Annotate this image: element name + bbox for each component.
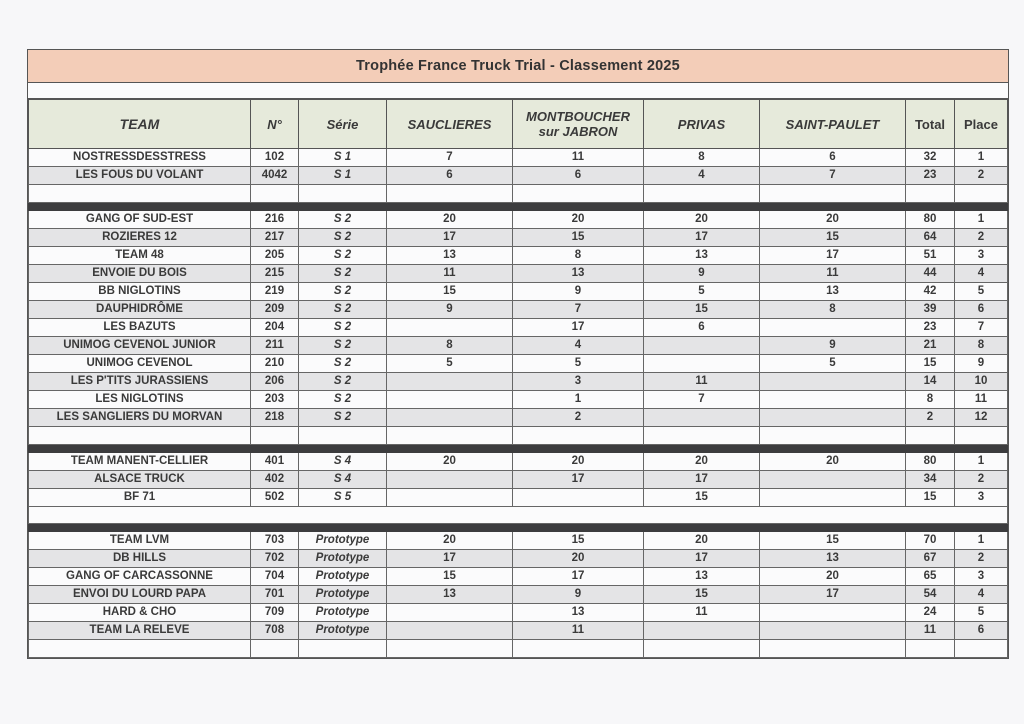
montboucher-cell: 17: [513, 471, 644, 489]
team-cell: HARD & CHO: [29, 604, 251, 622]
table-row: [29, 453, 1008, 471]
place-cell: 2: [955, 471, 1008, 489]
total-cell: 24: [906, 604, 955, 622]
group-separator-bar: [29, 203, 1008, 211]
montboucher-cell: 13: [513, 265, 644, 283]
ranking-body: [29, 149, 1008, 658]
table-row: [29, 391, 1008, 409]
header-place: Place: [955, 100, 1008, 149]
empty-row-cell: [906, 185, 955, 203]
table-row: [29, 622, 1008, 640]
privas-cell: 6: [644, 319, 760, 337]
privas-cell: [644, 337, 760, 355]
privas-cell: 15: [644, 586, 760, 604]
ranking-sheet: [27, 49, 1009, 659]
place-cell: 5: [955, 604, 1008, 622]
montboucher-cell: 17: [513, 568, 644, 586]
total-cell: 44: [906, 265, 955, 283]
sauclieres-cell: 17: [387, 550, 513, 568]
place-cell: 8: [955, 337, 1008, 355]
spacer-row-cell: [760, 507, 906, 524]
spacer-row-cell: [906, 507, 955, 524]
header-privas: PRIVAS: [644, 100, 760, 149]
serie-cell: S 1: [299, 167, 387, 185]
header-row: [29, 100, 1008, 149]
total-cell: 64: [906, 229, 955, 247]
sauclieres-cell: 20: [387, 211, 513, 229]
spacer-row-cell: [387, 507, 513, 524]
sauclieres-cell: [387, 373, 513, 391]
place-cell: 7: [955, 319, 1008, 337]
place-cell: 5: [955, 283, 1008, 301]
spacer-row-cell: [251, 507, 299, 524]
serie-cell: S 2: [299, 265, 387, 283]
table-row: [29, 247, 1008, 265]
table-row: [29, 149, 1008, 167]
group-separator-bar: [29, 524, 1008, 532]
number-cell: 701: [251, 586, 299, 604]
total-cell: 15: [906, 489, 955, 507]
saint-paulet-cell: 15: [760, 229, 906, 247]
sauclieres-cell: [387, 319, 513, 337]
group-separator: [29, 524, 1008, 532]
empty-row-cell: [760, 640, 906, 658]
place-cell: 6: [955, 301, 1008, 319]
sauclieres-cell: [387, 409, 513, 427]
team-cell: DAUPHIDRÔME: [29, 301, 251, 319]
team-cell: TEAM LVM: [29, 532, 251, 550]
place-cell: 4: [955, 586, 1008, 604]
spacer-row-cell: [29, 507, 251, 524]
place-cell: 12: [955, 409, 1008, 427]
privas-cell: 7: [644, 391, 760, 409]
place-cell: 1: [955, 149, 1008, 167]
privas-cell: [644, 622, 760, 640]
number-cell: 203: [251, 391, 299, 409]
table-row: [29, 409, 1008, 427]
montboucher-cell: 6: [513, 167, 644, 185]
team-cell: GANG OF SUD-EST: [29, 211, 251, 229]
table-row: [29, 471, 1008, 489]
saint-paulet-cell: 15: [760, 532, 906, 550]
total-cell: 8: [906, 391, 955, 409]
montboucher-cell: 9: [513, 283, 644, 301]
team-cell: ENVOI DU LOURD PAPA: [29, 586, 251, 604]
saint-paulet-cell: 17: [760, 247, 906, 265]
empty-row-cell: [513, 427, 644, 445]
montboucher-cell: 1: [513, 391, 644, 409]
montboucher-cell: 8: [513, 247, 644, 265]
saint-paulet-cell: [760, 373, 906, 391]
sauclieres-cell: 8: [387, 337, 513, 355]
table-row: [29, 283, 1008, 301]
serie-cell: S 4: [299, 453, 387, 471]
team-cell: LES BAZUTS: [29, 319, 251, 337]
place-cell: 1: [955, 532, 1008, 550]
serie-cell: S 4: [299, 471, 387, 489]
saint-paulet-cell: [760, 622, 906, 640]
empty-row-cell: [906, 640, 955, 658]
saint-paulet-cell: [760, 391, 906, 409]
table-row: [29, 265, 1008, 283]
total-cell: 14: [906, 373, 955, 391]
title-spacer: [28, 83, 1008, 99]
empty-row: [29, 640, 1008, 658]
place-cell: 4: [955, 265, 1008, 283]
empty-row-cell: [955, 640, 1008, 658]
total-cell: 2: [906, 409, 955, 427]
privas-cell: 17: [644, 471, 760, 489]
header-saint-paulet: SAINT-PAULET: [760, 100, 906, 149]
serie-cell: S 1: [299, 149, 387, 167]
group-separator-bar: [29, 445, 1008, 453]
serie-cell: S 2: [299, 373, 387, 391]
empty-row: [29, 185, 1008, 203]
saint-paulet-cell: [760, 604, 906, 622]
sauclieres-cell: 6: [387, 167, 513, 185]
total-cell: 70: [906, 532, 955, 550]
empty-row-cell: [29, 640, 251, 658]
serie-cell: S 2: [299, 247, 387, 265]
team-cell: TEAM 48: [29, 247, 251, 265]
privas-cell: 17: [644, 550, 760, 568]
sauclieres-cell: 7: [387, 149, 513, 167]
team-cell: LES FOUS DU VOLANT: [29, 167, 251, 185]
table-row: [29, 586, 1008, 604]
total-cell: 65: [906, 568, 955, 586]
montboucher-cell: 7: [513, 301, 644, 319]
total-cell: 21: [906, 337, 955, 355]
total-cell: 80: [906, 453, 955, 471]
table-row: [29, 373, 1008, 391]
team-cell: NOSTRESSDESSTRESS: [29, 149, 251, 167]
saint-paulet-cell: 20: [760, 453, 906, 471]
place-cell: 2: [955, 167, 1008, 185]
number-cell: 708: [251, 622, 299, 640]
saint-paulet-cell: 20: [760, 568, 906, 586]
header-number: N°: [251, 100, 299, 149]
saint-paulet-cell: 8: [760, 301, 906, 319]
place-cell: 6: [955, 622, 1008, 640]
montboucher-cell: 20: [513, 550, 644, 568]
empty-row-cell: [387, 185, 513, 203]
serie-cell: Prototype: [299, 550, 387, 568]
saint-paulet-cell: 13: [760, 283, 906, 301]
privas-cell: 17: [644, 229, 760, 247]
number-cell: 206: [251, 373, 299, 391]
header-montboucher-line1: MONTBOUCHER: [526, 109, 630, 124]
team-cell: BF 71: [29, 489, 251, 507]
team-cell: TEAM LA RELEVE: [29, 622, 251, 640]
sauclieres-cell: [387, 489, 513, 507]
serie-cell: Prototype: [299, 532, 387, 550]
spacer-row: [29, 507, 1008, 524]
sauclieres-cell: 13: [387, 586, 513, 604]
team-cell: ENVOIE DU BOIS: [29, 265, 251, 283]
place-cell: 9: [955, 355, 1008, 373]
total-cell: 80: [906, 211, 955, 229]
team-cell: DB HILLS: [29, 550, 251, 568]
montboucher-cell: 15: [513, 532, 644, 550]
montboucher-cell: 20: [513, 453, 644, 471]
table-row: [29, 604, 1008, 622]
empty-row-cell: [906, 427, 955, 445]
spacer-row-cell: [644, 507, 760, 524]
team-cell: LES NIGLOTINS: [29, 391, 251, 409]
table-row: [29, 229, 1008, 247]
saint-paulet-cell: [760, 471, 906, 489]
place-cell: 2: [955, 550, 1008, 568]
table-row: [29, 337, 1008, 355]
total-cell: 23: [906, 319, 955, 337]
montboucher-cell: 15: [513, 229, 644, 247]
number-cell: 401: [251, 453, 299, 471]
empty-row-cell: [387, 640, 513, 658]
number-cell: 216: [251, 211, 299, 229]
total-cell: 15: [906, 355, 955, 373]
place-cell: 11: [955, 391, 1008, 409]
header-sauclieres: SAUCLIERES: [387, 100, 513, 149]
empty-row-cell: [644, 185, 760, 203]
group-separator: [29, 445, 1008, 453]
number-cell: 205: [251, 247, 299, 265]
serie-cell: S 2: [299, 409, 387, 427]
table-row: [29, 211, 1008, 229]
header-serie: Série: [299, 100, 387, 149]
empty-row-cell: [644, 640, 760, 658]
table-row: [29, 301, 1008, 319]
saint-paulet-cell: 5: [760, 355, 906, 373]
montboucher-cell: 11: [513, 149, 644, 167]
empty-row-cell: [955, 427, 1008, 445]
number-cell: 709: [251, 604, 299, 622]
number-cell: 102: [251, 149, 299, 167]
header-total: Total: [906, 100, 955, 149]
serie-cell: S 2: [299, 337, 387, 355]
sauclieres-cell: 13: [387, 247, 513, 265]
privas-cell: 9: [644, 265, 760, 283]
serie-cell: S 2: [299, 283, 387, 301]
montboucher-cell: 13: [513, 604, 644, 622]
table-row: [29, 532, 1008, 550]
number-cell: 702: [251, 550, 299, 568]
empty-row-cell: [29, 427, 251, 445]
sauclieres-cell: [387, 604, 513, 622]
privas-cell: 13: [644, 247, 760, 265]
number-cell: 204: [251, 319, 299, 337]
montboucher-cell: 9: [513, 586, 644, 604]
privas-cell: 5: [644, 283, 760, 301]
team-cell: BB NIGLOTINS: [29, 283, 251, 301]
empty-row: [29, 427, 1008, 445]
saint-paulet-cell: 13: [760, 550, 906, 568]
saint-paulet-cell: 11: [760, 265, 906, 283]
team-cell: LES P'TITS JURASSIENS: [29, 373, 251, 391]
group-separator: [29, 203, 1008, 211]
privas-cell: 11: [644, 373, 760, 391]
empty-row-cell: [299, 640, 387, 658]
sauclieres-cell: 20: [387, 532, 513, 550]
privas-cell: 8: [644, 149, 760, 167]
montboucher-cell: 4: [513, 337, 644, 355]
empty-row-cell: [644, 427, 760, 445]
number-cell: 704: [251, 568, 299, 586]
number-cell: 4042: [251, 167, 299, 185]
empty-row-cell: [387, 427, 513, 445]
montboucher-cell: 17: [513, 319, 644, 337]
privas-cell: 20: [644, 453, 760, 471]
empty-row-cell: [299, 427, 387, 445]
team-cell: UNIMOG CEVENOL JUNIOR: [29, 337, 251, 355]
saint-paulet-cell: 7: [760, 167, 906, 185]
privas-cell: [644, 409, 760, 427]
empty-row-cell: [251, 427, 299, 445]
saint-paulet-cell: 17: [760, 586, 906, 604]
privas-cell: [644, 355, 760, 373]
empty-row-cell: [251, 640, 299, 658]
empty-row-cell: [29, 185, 251, 203]
spacer-row-cell: [513, 507, 644, 524]
total-cell: 11: [906, 622, 955, 640]
total-cell: 34: [906, 471, 955, 489]
empty-row-cell: [955, 185, 1008, 203]
serie-cell: S 2: [299, 229, 387, 247]
empty-row-cell: [760, 427, 906, 445]
table-row: [29, 167, 1008, 185]
serie-cell: S 2: [299, 355, 387, 373]
table-row: [29, 568, 1008, 586]
spacer-row-cell: [955, 507, 1008, 524]
montboucher-cell: 20: [513, 211, 644, 229]
saint-paulet-cell: 20: [760, 211, 906, 229]
sauclieres-cell: [387, 391, 513, 409]
total-cell: 32: [906, 149, 955, 167]
document-title: Trophée France Truck Trial - Classement 2025: [28, 50, 1008, 83]
serie-cell: Prototype: [299, 622, 387, 640]
header-team: TEAM: [29, 100, 251, 149]
number-cell: 218: [251, 409, 299, 427]
number-cell: 402: [251, 471, 299, 489]
total-cell: 23: [906, 167, 955, 185]
total-cell: 54: [906, 586, 955, 604]
sauclieres-cell: 15: [387, 283, 513, 301]
sauclieres-cell: 9: [387, 301, 513, 319]
place-cell: 3: [955, 247, 1008, 265]
serie-cell: Prototype: [299, 604, 387, 622]
sauclieres-cell: 15: [387, 568, 513, 586]
empty-row-cell: [513, 185, 644, 203]
saint-paulet-cell: 9: [760, 337, 906, 355]
sauclieres-cell: 17: [387, 229, 513, 247]
table-row: [29, 319, 1008, 337]
table-row: [29, 355, 1008, 373]
saint-paulet-cell: 6: [760, 149, 906, 167]
place-cell: 1: [955, 211, 1008, 229]
table-row: [29, 550, 1008, 568]
privas-cell: 15: [644, 301, 760, 319]
number-cell: 210: [251, 355, 299, 373]
empty-row-cell: [299, 185, 387, 203]
saint-paulet-cell: [760, 409, 906, 427]
sauclieres-cell: [387, 622, 513, 640]
team-cell: GANG OF CARCASSONNE: [29, 568, 251, 586]
place-cell: 3: [955, 568, 1008, 586]
header-montboucher-line2: sur JABRON: [538, 124, 618, 139]
number-cell: 502: [251, 489, 299, 507]
number-cell: 211: [251, 337, 299, 355]
privas-cell: 4: [644, 167, 760, 185]
sauclieres-cell: 11: [387, 265, 513, 283]
total-cell: 51: [906, 247, 955, 265]
total-cell: 67: [906, 550, 955, 568]
privas-cell: 20: [644, 532, 760, 550]
team-cell: UNIMOG CEVENOL: [29, 355, 251, 373]
montboucher-cell: [513, 489, 644, 507]
privas-cell: 15: [644, 489, 760, 507]
number-cell: 217: [251, 229, 299, 247]
serie-cell: S 2: [299, 211, 387, 229]
total-cell: 42: [906, 283, 955, 301]
serie-cell: S 5: [299, 489, 387, 507]
number-cell: 703: [251, 532, 299, 550]
sauclieres-cell: [387, 471, 513, 489]
table-row: [29, 489, 1008, 507]
empty-row-cell: [251, 185, 299, 203]
privas-cell: 20: [644, 211, 760, 229]
team-cell: ROZIERES 12: [29, 229, 251, 247]
serie-cell: S 2: [299, 319, 387, 337]
sauclieres-cell: 5: [387, 355, 513, 373]
empty-row-cell: [513, 640, 644, 658]
number-cell: 209: [251, 301, 299, 319]
header-montboucher: [513, 100, 644, 149]
sauclieres-cell: 20: [387, 453, 513, 471]
serie-cell: S 2: [299, 301, 387, 319]
serie-cell: Prototype: [299, 568, 387, 586]
montboucher-cell: 2: [513, 409, 644, 427]
serie-cell: Prototype: [299, 586, 387, 604]
saint-paulet-cell: [760, 489, 906, 507]
montboucher-cell: 5: [513, 355, 644, 373]
place-cell: 3: [955, 489, 1008, 507]
place-cell: 2: [955, 229, 1008, 247]
team-cell: TEAM MANENT-CELLIER: [29, 453, 251, 471]
number-cell: 215: [251, 265, 299, 283]
empty-row-cell: [760, 185, 906, 203]
ranking-table: [28, 99, 1008, 658]
team-cell: ALSACE TRUCK: [29, 471, 251, 489]
place-cell: 1: [955, 453, 1008, 471]
place-cell: 10: [955, 373, 1008, 391]
spacer-row-cell: [299, 507, 387, 524]
privas-cell: 13: [644, 568, 760, 586]
montboucher-cell: 11: [513, 622, 644, 640]
montboucher-cell: 3: [513, 373, 644, 391]
number-cell: 219: [251, 283, 299, 301]
serie-cell: S 2: [299, 391, 387, 409]
total-cell: 39: [906, 301, 955, 319]
privas-cell: 11: [644, 604, 760, 622]
saint-paulet-cell: [760, 319, 906, 337]
team-cell: LES SANGLIERS DU MORVAN: [29, 409, 251, 427]
